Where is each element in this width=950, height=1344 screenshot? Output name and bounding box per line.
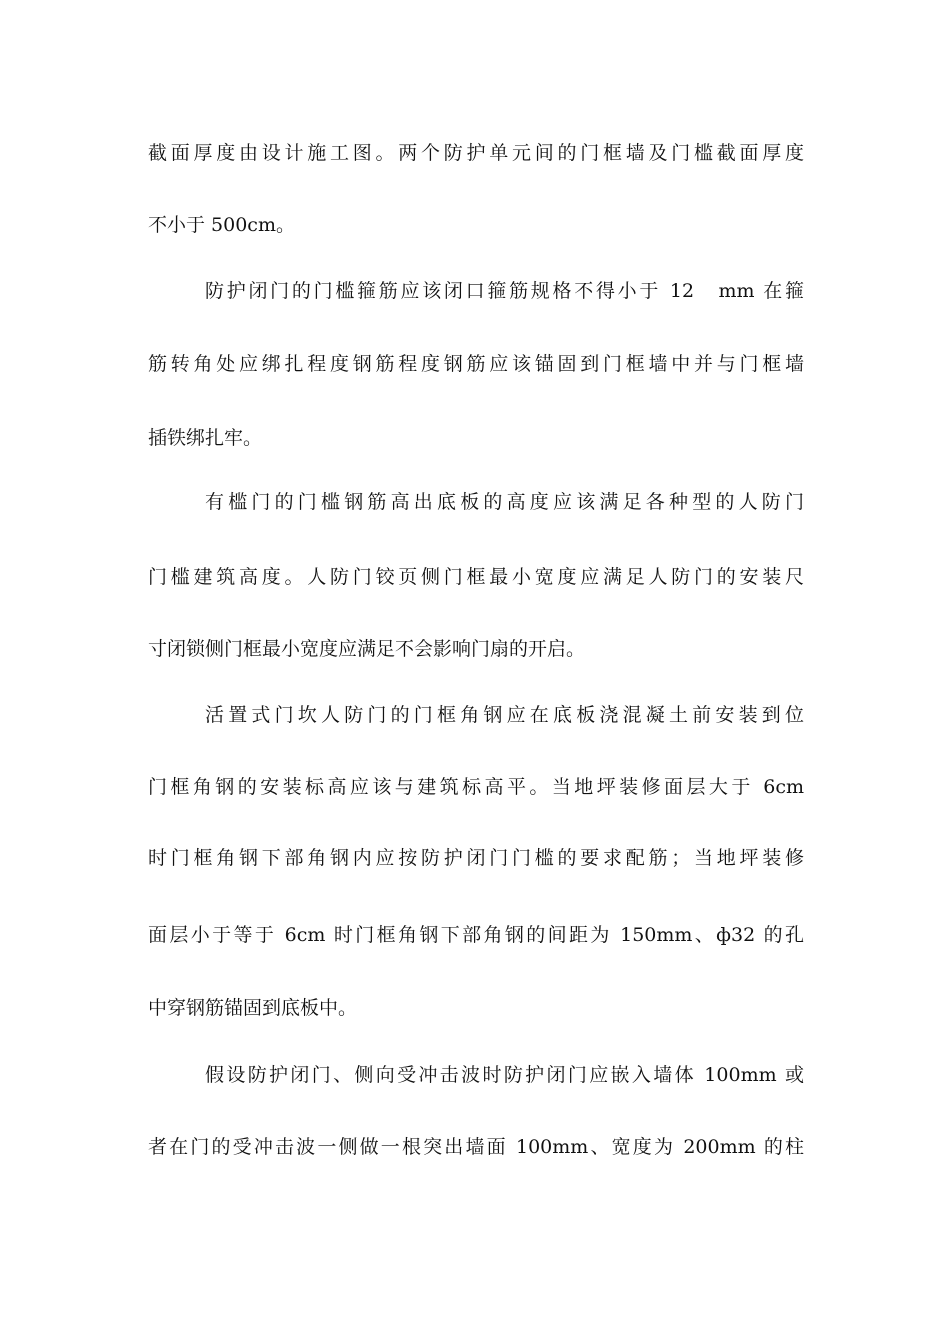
text-line: 不小于 500cm。 <box>148 214 295 236</box>
text-line: 防护闭门的门槛箍筋应该闭口箍筋规格不得小于 12 mm 在箍 <box>205 280 804 302</box>
text-line: 寸闭锁侧门框最小宽度应满足不会影响门扇的开启。 <box>148 638 586 660</box>
text-line: 门槛建筑高度。人防门铰页侧门框最小宽度应满足人防门的安装尺 <box>148 566 804 588</box>
text-line: 截面厚度由设计施工图。两个防护单元间的门框墙及门槛截面厚度 <box>148 142 804 164</box>
text-line: 活置式门坎人防门的门框角钢应在底板浇混凝土前安装到位 <box>205 704 804 726</box>
text-line: 筋转角处应绑扎程度钢筋程度钢筋应该锚固到门框墙中并与门框墙 <box>148 353 804 375</box>
text-line: 门框角钢的安装标高应该与建筑标高平。当地坪装修面层大于 6cm <box>148 776 804 798</box>
text-line: 面层小于等于 6cm 时门框角钢下部角钢的间距为 150mm、ф32 的孔 <box>148 924 804 946</box>
text-line: 时门框角钢下部角钢内应按防护闭门门槛的要求配筋；当地坪装修 <box>148 847 804 869</box>
text-line: 中穿钢筋锚固到底板中。 <box>148 997 358 1019</box>
text-line: 插铁绑扎牢。 <box>148 427 263 449</box>
text-line: 有槛门的门槛钢筋高出底板的高度应该满足各种型的人防门 <box>205 491 804 513</box>
text-line: 假设防护闭门、侧向受冲击波时防护闭门应嵌入墙体 100mm 或 <box>205 1064 804 1086</box>
text-line: 者在门的受冲击波一侧做一根突出墙面 100mm、宽度为 200mm 的柱 <box>148 1136 804 1158</box>
